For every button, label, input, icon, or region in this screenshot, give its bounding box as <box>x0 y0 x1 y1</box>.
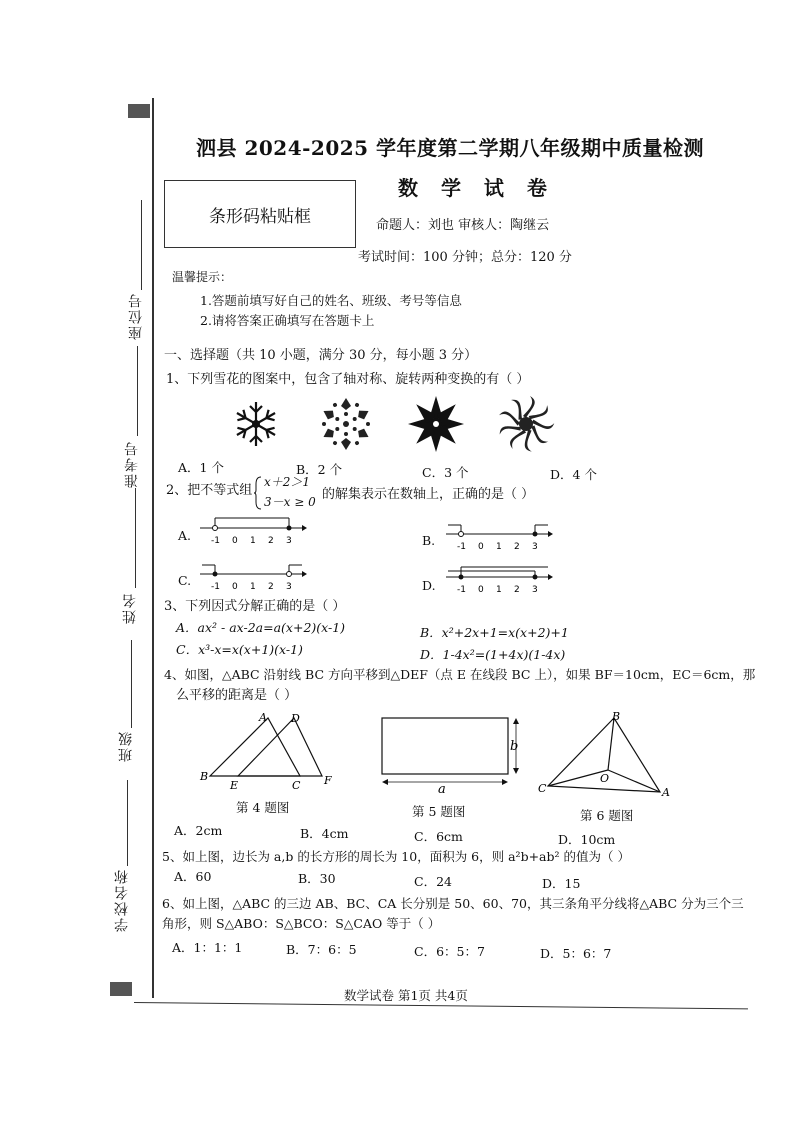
fig5-label-b: b <box>510 739 519 754</box>
q2-inequality-1: x＋2＞1 <box>264 475 311 489</box>
q4-option-c: C．6cm <box>414 829 463 844</box>
q3-stem: 3、下列因式分解正确的是（ ） <box>164 599 346 614</box>
fig4-label-f: F <box>324 774 332 787</box>
q3-option-c: C．x³-x=x(x+1)(x-1) <box>176 642 303 657</box>
tick-label: -1 <box>211 582 220 592</box>
tick-label: 2 <box>268 536 274 546</box>
q6-stem-line2: 角形，则 S△ABO：S△BCO：S△CAO 等于（ ） <box>162 916 441 931</box>
fig4-label-a: A <box>259 711 267 724</box>
q5-option-b: B．30 <box>298 871 336 886</box>
q6-option-c: C．6：5：7 <box>414 944 485 959</box>
q1-option-d: D．4 个 <box>550 467 597 482</box>
tick-label: -1 <box>457 585 466 595</box>
tick-label: 2 <box>514 542 520 552</box>
class-label: 班级 <box>118 730 134 762</box>
barcode-box <box>164 180 356 248</box>
fig4-label-d: D <box>291 712 300 725</box>
q5-stem: 5、如上图，边长为 a,b 的长方形的周长为 10，面积为 6，则 a²b+ab² 的值为（ ） <box>162 849 630 864</box>
q2-brace <box>254 476 262 510</box>
q6-stem-line1: 6、如上图，△ABC 的三边 AB、BC、CA 长分别是 50、60、70，其三条角平分线将△ABC 分为三个三 <box>162 896 744 911</box>
q5-option-a: A．60 <box>174 869 212 884</box>
q4-option-d: D．10cm <box>558 832 616 847</box>
q1-option-c: C．3 个 <box>422 465 469 480</box>
footer-text: 数学试卷 第1页 共4页 <box>344 988 468 1003</box>
exam-title: 泗县 2024-2025 学年度第二学期八年级期中质量检测 <box>196 136 705 160</box>
tick-label: 1 <box>496 542 502 552</box>
q3-option-b: B．x²+2x+1=x(x+2)+1 <box>420 625 569 640</box>
fig4-label-e: E <box>230 779 239 792</box>
q6-option-d: D．5：6：7 <box>540 946 612 961</box>
number-line-a <box>198 514 308 550</box>
margin-marker-bottom <box>110 982 132 996</box>
q4-option-a: A．2cm <box>174 823 223 838</box>
tick-label: 1 <box>250 582 256 592</box>
figure-4-caption: 第 4 题图 <box>236 800 290 815</box>
snowflake-1 <box>230 398 282 450</box>
tips-title: 温馨提示： <box>172 270 233 284</box>
fig5-label-a: a <box>438 782 446 797</box>
tick-label: 0 <box>478 585 484 595</box>
exam-number-label: 准考号 <box>124 440 140 488</box>
tick-label: 3 <box>286 582 292 592</box>
tick-label: 1 <box>496 585 502 595</box>
tick-label: 3 <box>532 585 538 595</box>
q2-option-a-label: A. <box>178 528 192 543</box>
seat-line <box>141 200 142 290</box>
q2-stem-start: 2、把不等式组 <box>166 483 253 498</box>
tick-label: 3 <box>286 536 292 546</box>
tip-1: 1.答题前填写好自己的姓名、班级、考号等信息 <box>200 293 462 308</box>
figure-6 <box>536 710 676 800</box>
tick-label: 3 <box>532 542 538 552</box>
q5-option-c: C．24 <box>414 874 452 889</box>
q2-option-b-label: B. <box>422 533 436 548</box>
class-line <box>131 640 132 728</box>
name-line <box>135 488 136 588</box>
snowflake-3 <box>406 394 466 454</box>
section-title: 一、选择题（共 10 小题，满分 30 分，每小题 3 分） <box>164 348 478 363</box>
tick-label: 1 <box>250 536 256 546</box>
tip-2: 2.请将答案正确填写在答题卡上 <box>200 313 375 328</box>
q3-option-a: A．ax² - ax-2a=a(x+2)(x-1) <box>176 620 346 635</box>
tick-label: -1 <box>211 536 220 546</box>
q6-option-a: A．1：1：1 <box>172 940 243 955</box>
q1-option-a: A．1 个 <box>178 460 224 475</box>
figure-5 <box>376 714 526 797</box>
number-line-b <box>444 520 554 556</box>
q2-option-d-label: D. <box>422 578 436 593</box>
figure-6-caption: 第 6 题图 <box>580 808 634 823</box>
q4-option-b: B．4cm <box>300 826 349 841</box>
authors: 命题人：刘也 审核人：陶继云 <box>376 218 550 233</box>
number-line-c <box>198 560 308 596</box>
fig6-label-b: B <box>612 710 621 723</box>
exam-number-line <box>137 346 138 436</box>
name-label: 姓名 <box>122 592 138 624</box>
figure-5-caption: 第 5 题图 <box>412 804 466 819</box>
seat-label: 座位号 <box>128 292 144 340</box>
fig6-label-o: O <box>600 772 610 785</box>
tick-label: 0 <box>478 542 484 552</box>
binding-line <box>152 98 154 998</box>
number-line-d <box>444 563 554 599</box>
q2-option-c-label: C. <box>178 573 192 588</box>
q5-option-d: D．15 <box>542 876 581 891</box>
q2-inequality-2: 3－x ≥ 0 <box>264 495 316 509</box>
figure-4 <box>198 710 338 794</box>
school-line <box>127 780 128 866</box>
exam-subtitle: 数 学 试 卷 <box>398 176 555 200</box>
q6-option-b: B．7：6：5 <box>286 942 357 957</box>
snowflake-4 <box>496 394 556 454</box>
q1-option-b: B．2 个 <box>296 462 343 477</box>
fig6-label-a: A <box>662 786 670 799</box>
q3-option-d: D．1-4x²=(1+4x)(1-4x) <box>420 647 566 662</box>
q4-stem-line1: 4、如图，△ABC 沿射线 BC 方向平移到△DEF（点 E 在线段 BC 上），如果 BF＝10cm，EC＝6cm，那 <box>164 667 756 682</box>
school-label: 学校名称 <box>114 868 130 932</box>
snowflake-2 <box>318 396 374 452</box>
exam-info: 考试时间：100 分钟；总分：120 分 <box>358 250 572 265</box>
tick-label: -1 <box>457 542 466 552</box>
fig4-label-b: B <box>200 770 209 783</box>
tick-label: 0 <box>232 536 238 546</box>
fig6-label-c: C <box>538 782 547 795</box>
margin-marker-top <box>128 104 150 118</box>
tick-label: 2 <box>268 582 274 592</box>
q2-stem-end: 的解集表示在数轴上，正确的是（ ） <box>322 487 535 502</box>
tick-label: 0 <box>232 582 238 592</box>
barcode-label: 条形码粘贴框 <box>209 206 311 227</box>
fig4-label-c: C <box>292 779 301 792</box>
q1-stem: 1、下列雪花的图案中，包含了轴对称、旋转两种变换的有（ ） <box>166 372 530 387</box>
q4-stem-line2: 么平移的距离是（ ） <box>176 688 298 703</box>
tick-label: 2 <box>514 585 520 595</box>
